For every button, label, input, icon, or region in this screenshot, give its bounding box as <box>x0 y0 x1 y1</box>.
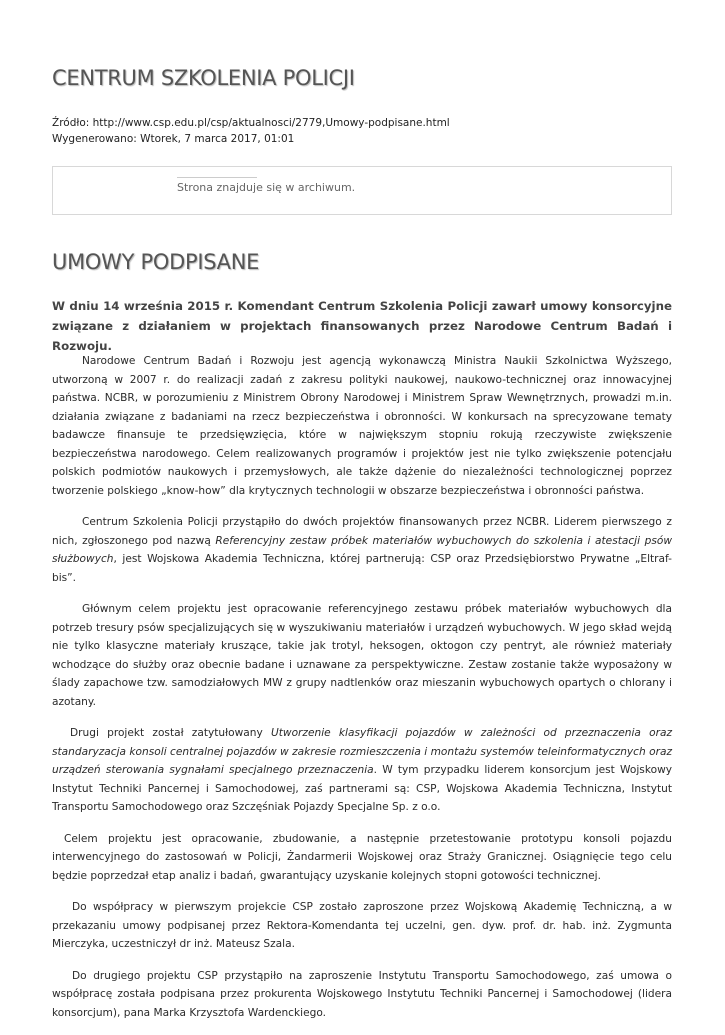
archive-notice-box <box>52 166 672 215</box>
archive-notice: Strona znajduje się w archiwum. <box>177 181 356 194</box>
paragraph-4-project-title: Utworzenie klasyfikacji pojazdów w zależności od przeznaczenia oraz standaryzacja konsoli centralnej pojazdów w zakresie rozmieszczenia i montażu systemów teleinformatycznych oraz urządzeń sterowania sygnałami specjalnego przeznaczenia <box>52 727 673 776</box>
article-title: UMOWY PODPISANE <box>52 250 260 274</box>
source-line: Źródło: http://www.csp.edu.pl/csp/aktualnosci/2779,Umowy-podpisane.html <box>52 117 450 129</box>
paragraph-4-text-b: . W tym przypadku liderem konsorcjum jest Wojskowy Instytut Techniki Pancernej i Samochodowej, zaś partnerami są: CSP, Wojskowa Akademia Techniczna, Instytut Transportu Samochodowego oraz Szczęśniak Pojazdy Specjalne Sp. z o.o. <box>52 764 672 813</box>
document-meta <box>52 115 450 147</box>
paragraph-2 <box>52 513 672 587</box>
generated-line: Wygenerowano: Wtorek, 7 marca 2017, 01:01 <box>52 133 295 145</box>
paragraph-6: Do współpracy w pierwszym projekcie CSP zostało zaproszone przez Wojskową Akademię Techniczną, a w przekazaniu umowy podpisanej przez Rektora-Komendanta tej uczelni, gen. dyw. prof. dr. hab. inż. Zygmunta Mierczyka, uczestniczył dr inż. Mateusz Szala. <box>52 901 672 950</box>
paragraph-2-project-title: Referencyjny zestaw próbek materiałów wybuchowych do szkolenia i atestacji psów służbowych <box>52 534 672 565</box>
paragraph-1: Narodowe Centrum Badań i Rozwoju jest agencją wykonawczą Ministra Naukii Szkolnictwa Wyższego, utworzoną w 2007 r. do realizacji zadań z zakresu polityki naukowej, naukowo-technicznej oraz innowacyjnej państwa. NCBR, w porozumieniu z Ministrem Obrony Narodowej i Ministrem Spraw Wewnętrznych, prowadzi m.in. działania związane z badaniami na rzecz bezpieczeństwa i obronności. W konkursach na sprecyzowane tematy badawcze finansuje te przedsięwzięcia, które w największym stopniu rokują rzeczywiste zwiększenie bezpieczeństwa narodowego. Celem realizowanych programów i projektów jest nie tylko zwiększenie potencjału polskich podmiotów naukowych i przemysłowych, ale także dążenie do niezależności technologicznej poprzez tworzenie polskiego „know-how” dla krytycznych technologii w obszarze bezpieczeństwa i obronności państwa. <box>52 355 672 497</box>
paragraph-7: Do drugiego projektu CSP przystąpiło na zaproszenie Instytutu Transportu Samochodowego, zaś umowa o współpracę została podpisana przez prokurenta Wojskowego Instytutu Techniki Pancernej i Samochodowej (lidera konsorcjum), pana Marka Krzysztofa Wardenckiego. <box>52 969 672 1019</box>
paragraph-3: Głównym celem projektu jest opracowanie referencyjnego zestawu próbek materiałów wybuchowych dla potrzeb tresury psów specjalizujących się w wyszukiwaniu materiałów i urządzeń wybuchowych. W jego skład wejdą nie tylko klasyczne materiały kruszące, takie jak trotyl, heksogen, oktogon czy pentryt, ale również materiały wchodzące do służby oraz obecnie badane i uznawane za perspektywiczne. Zestaw zostanie także wyposażony w ślady zapachowe tzw. samodziałowych MW z grupy nadtlenków oraz mieszanin wybuchowych opartych o chlorany i azotany. <box>52 603 672 708</box>
article-body <box>52 352 672 1035</box>
paragraph-4-text-a: Drugi projekt został zatytułowany <box>70 727 271 739</box>
archive-divider <box>177 177 257 178</box>
article-lead: W dniu 14 września 2015 r. Komendant Centrum Szkolenia Policji zawarł umowy konsorcyjne związane z działaniem w projektach finansowanych przez Narodowe Centrum Badań i Rozwoju. <box>52 299 672 353</box>
paragraph-2-text-b: , jest Wojskowa Akademia Techniczna, której partnerują: CSP oraz Przedsiębiorstwo Prywatne „Eltraf-bis”. <box>52 553 672 584</box>
site-title: CENTRUM SZKOLENIA POLICJI <box>52 66 355 90</box>
paragraph-4 <box>52 724 672 817</box>
paragraph-2-text-a: Centrum Szkolenia Policji przystąpiło do dwóch projektów finansowanych przez NCBR. Liderem pierwszego z nich, zgłoszonego pod nazwą <box>52 516 672 547</box>
paragraph-5: Celem projektu jest opracowanie, zbudowanie, a następnie przetestowanie prototypu konsoli pojazdu interwencyjnego do zastosowań w Policji, Żandarmerii Wojskowej oraz Straży Granicznej. Osiągnięcie tego celu będzie poprzedzał etap analiz i badań, gwarantujący uzyskanie kolejnych stopni gotowości technicznej. <box>52 832 672 882</box>
